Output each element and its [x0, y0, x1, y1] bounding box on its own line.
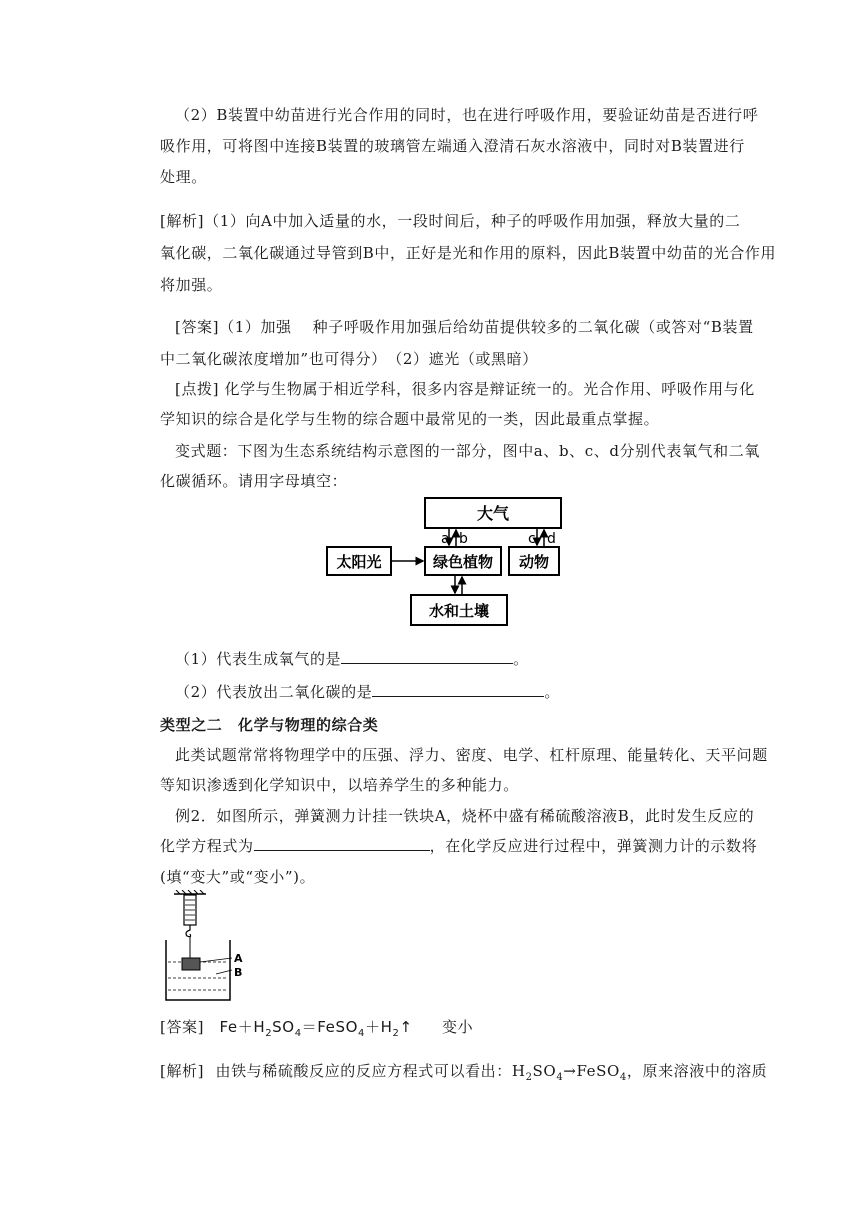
- paragraph-line: 吸作用，可将图中连接B装置的玻璃管左端通入澄清石灰水溶液中，同时对B装置进行: [160, 137, 745, 155]
- example-line: (填“变大”或“变小”)。: [160, 868, 316, 886]
- example-line: [160, 835, 757, 856]
- analysis-2-label: [解析]: [160, 1062, 205, 1080]
- label-c: c: [528, 531, 536, 547]
- label-b: B: [234, 966, 243, 979]
- answer-2-label: [答案]: [160, 1018, 205, 1036]
- analysis-line: 氧化碳，二氧化碳通过导管到B中，正好是光和作用的原料，因此B装置中幼苗的光合作用: [160, 244, 777, 262]
- question-2-text: （2）代表放出二氧化碳的是: [175, 683, 373, 701]
- equation-blank[interactable]: [254, 836, 430, 851]
- spring-balance-beaker-diagram: [160, 890, 255, 1005]
- answer-2-result: 变小: [442, 1018, 474, 1036]
- answer-blank-2[interactable]: [372, 682, 544, 697]
- question-1-end: 。: [513, 650, 529, 668]
- paragraph-line: 处理。: [160, 168, 207, 186]
- analysis-2: [160, 1060, 767, 1083]
- example-text: 化学方程式为: [160, 837, 254, 855]
- label-a: A: [234, 952, 243, 965]
- example-text: ，在化学反应进行过程中，弹簧测力计的示数将: [429, 837, 758, 855]
- question-2-end: 。: [544, 683, 560, 701]
- question-2: [175, 681, 560, 702]
- animals-label: 动物: [518, 553, 550, 571]
- analysis-2-text: 由铁与稀硫酸反应的反应方程式可以看出：$H_2SO_4\to FeSO_4$，原来溶液中的溶质: [215, 1062, 768, 1083]
- question-1: [175, 648, 529, 669]
- variant-line: 变式题：下图为生态系统结构示意图的一部分，图中a、b、c、d分别代表氧气和二氧: [175, 442, 760, 460]
- intro-line: 等知识渗透到化学知识中，以培养学生的多种能力。: [160, 776, 519, 794]
- intro-line: 此类试题常常将物理学中的压强、浮力、密度、电学、杠杆原理、能量转化、天平问题: [175, 746, 768, 764]
- label-a: a: [441, 531, 450, 547]
- iron-block: [182, 958, 200, 970]
- answer-2: [160, 1016, 473, 1039]
- tip-line: [点拨] 化学与生物属于相近学科，很多内容是辩证统一的。光合作用、呼吸作用与化: [175, 380, 755, 398]
- equation: $Fe+H_2SO_4=FeSO_4+H_2↑$: [219, 1018, 413, 1039]
- tip-line: 学知识的综合是化学与生物的综合题中最常见的一类，因此最重点掌握。: [160, 410, 660, 428]
- example-line: 例2．如图所示，弹簧测力计挂一铁块A，烧杯中盛有稀硫酸溶液B，此时发生反应的: [175, 807, 755, 825]
- label-b: b: [459, 531, 468, 547]
- answer-line: 中二氧化碳浓度增加”也可得分） （2）遮光（或黑暗）: [160, 350, 538, 368]
- answer-blank-1[interactable]: [341, 649, 513, 664]
- variant-line: 化碳循环。请用字母填空：: [160, 472, 348, 490]
- analysis-line: [解析]（1）向A中加入适量的水，一段时间后，种子的呼吸作用加强，释放大量的二: [160, 212, 741, 230]
- question-1-text: （1）代表生成氧气的是: [175, 650, 342, 668]
- hook: [186, 925, 191, 937]
- sunlight-label: 太阳光: [336, 553, 382, 571]
- ecosystem-diagram: [325, 495, 565, 630]
- answer-line: [答案]（1）加强 种子呼吸作用加强后给幼苗提供较多的二氧化碳（或答对“B装置: [175, 318, 754, 336]
- section-heading: 类型之二 化学与物理的综合类: [160, 716, 379, 734]
- atmosphere-label: 大气: [476, 504, 510, 523]
- analysis-line: 将加强。: [160, 276, 223, 294]
- water-soil-label: 水和土壤: [428, 602, 490, 620]
- label-d: d: [547, 531, 556, 547]
- paragraph-line: （2）B装置中幼苗进行光合作用的同时，也在进行呼吸作用，要验证幼苗是否进行呼: [175, 106, 759, 124]
- plants-label: 绿色植物: [432, 553, 494, 571]
